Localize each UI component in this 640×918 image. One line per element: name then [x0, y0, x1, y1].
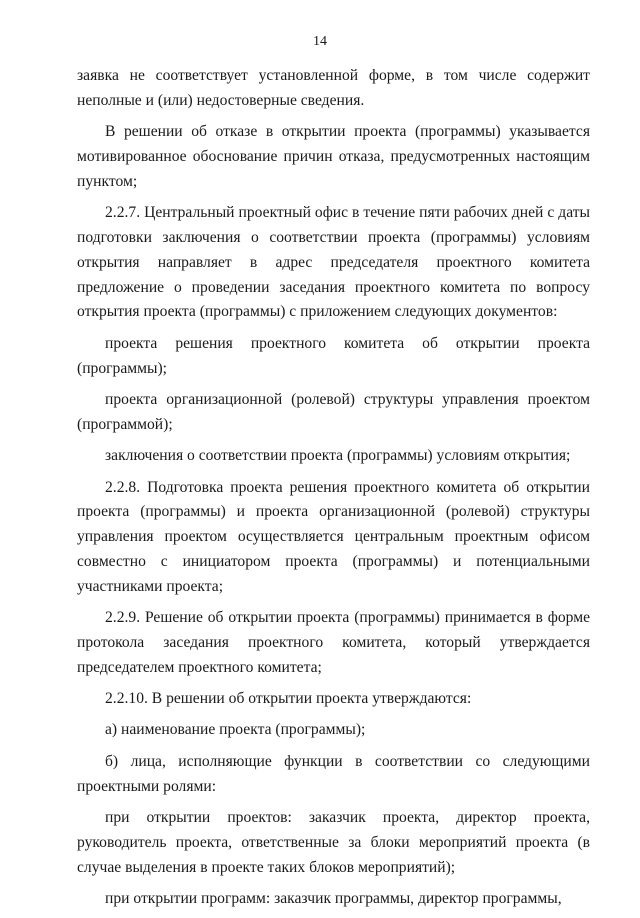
paragraph-2-2-9: 2.2.9. Решение об открытии проекта (программы) принимается в форме протокола заседания проектного комитета, который утверждается председателем проектного комитета; — [77, 609, 590, 676]
paragraph-project-roles: при открытии проектов: заказчик проекта, директор проекта, руководитель проекта, ответственные за блоки мероприятий проекта (в случае выделения в проекте таких блоков мероприятий); — [77, 809, 590, 876]
paragraph-2-2-7: 2.2.7. Центральный проектный офис в течение пяти рабочих дней с даты подготовки заключения о соответствии проекта (программы) условиям открытия направляет в адрес председателя проектного комитета предложение о проведении заседания проектного комитета по вопросу открытия проекта (программы) с приложением следующих документов: — [77, 204, 590, 321]
page-number: 14 — [313, 34, 327, 49]
list-item-conformity-conclusion: заключения о соответствии проекта (программы) условиям открытия; — [105, 447, 571, 465]
document-body — [77, 64, 590, 918]
paragraph-rejection-reason-end: заявка не соответствует установленной форме, в том числе содержит неполные и (или) недостоверные сведения. — [77, 67, 590, 109]
paragraph-2-2-10: 2.2.10. В решении об открытии проекта утверждаются: — [105, 690, 472, 708]
paragraph-program-roles: при открытии программ: заказчик программы, директор программы, — [105, 890, 562, 908]
paragraph-rejection-decision: В решении об отказе в открытии проекта (программы) указывается мотивированное обоснование причин отказа, предусмотренных настоящим пунктом; — [77, 123, 590, 190]
list-item-draft-decision: проекта решения проектного комитета об открытии проекта (программы); — [77, 334, 590, 377]
list-item-b-project-roles: б) лица, исполняющие функции в соответствии со следующими проектными ролями: — [77, 752, 590, 795]
list-item-a-project-name: а) наименование проекта (программы); — [105, 721, 366, 739]
list-item-draft-structure: проекта организационной (ролевой) структуры управления проектом (программой); — [77, 390, 590, 433]
paragraph-2-2-8: 2.2.8. Подготовка проекта решения проектного комитета об открытии проекта (программы) и проекта организационной (ролевой) структуры управления проектом осуществляется центральным проектным офисом совместно с инициатором проекта (программы) и потенциальными участниками проекта; — [77, 478, 590, 595]
